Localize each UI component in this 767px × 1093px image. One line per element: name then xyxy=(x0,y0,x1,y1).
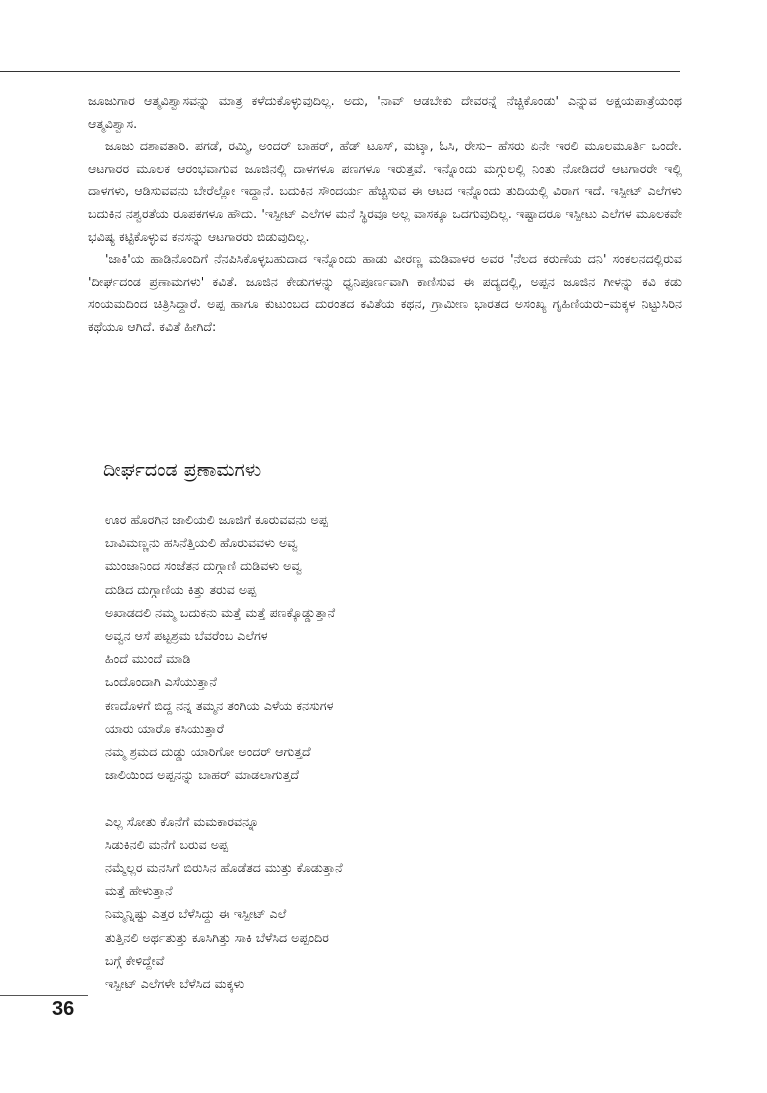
poem xyxy=(105,508,585,1018)
poem-line: ನಿಮ್ಮನ್ನಿಷ್ಟು ಎತ್ತರ ಬೆಳೆಸಿದ್ದು ಈ ಇಸ್ಪೀಟ್ ಎಲೆ xyxy=(105,906,287,922)
poem-line: ನಮ್ಮೆಲ್ಲರ ಮನಸಿಗೆ ಬಿರುಸಿನ ಹೊಡೆತದ ಮುತ್ತು ಕೊಡುತ್ತಾನೆ xyxy=(105,860,343,876)
poem-line: ತುತ್ತಿನಲಿ ಅರ್ಥತುತ್ತು ಕೂಸಿಗಿತ್ತು ಸಾಕಿ ಬೆಳೆಸಿದ ಅಪ್ಪಂದಿರ xyxy=(105,929,329,945)
header-rule xyxy=(0,71,680,72)
body-text xyxy=(88,90,682,339)
stanza xyxy=(105,810,585,996)
poem-line: ಯಾರು ಯಾರೊ ಕಸಿಯುತ್ತಾರೆ xyxy=(105,720,224,736)
paragraph: ಜೂಜು ದಶಾವತಾರಿ. ಪಗಡೆ, ರಮ್ಮಿ, ಅಂದರ್ ಬಾಹರ್, ಹೆಡ್ ಟೂಸ್, ಮಟ್ಕಾ, ಓಸಿ, ರೇಸು– ಹೆಸರು ಏನೇ ಇರಲಿ ಮೂಲಮೂರ್ತಿ ಒಂದೇ. ಆಟಗಾರರ ಮೂಲಕ ಆರಂಭವಾಗುವ ಜೂಜಿನಲ್ಲಿ ದಾಳಗಳೂ ಪಣಗಳೂ ಇರುತ್ತವೆ. ಇನ್ನೊಂದು ಮಗ್ಗುಲಲ್ಲಿ ನಿಂತು ನೋಡಿದರೆ ಆಟಗಾರರೇ ಇಲ್ಲಿ ದಾಳಗಳು, ಆಡಿಸುವವನು ಬೇರೆಲ್ಲೋ ಇದ್ದಾನೆ. ಬದುಕಿನ ಸೌಂದರ್ಯ ಹೆಚ್ಚಿಸುವ ಈ ಆಟದ ಇನ್ನೊಂದು ತುದಿಯಲ್ಲಿ ವಿರಾಗ ಇದೆ. ಇಸ್ಪೀಟ್ ಎಲೆಗಳು ಬದುಕಿನ ನಶ್ವರತೆಯ ರೂಪಕಗಳೂ ಹೌದು. 'ಇಸ್ಪೀಟ್ ಎಲೆಗಳ ಮನೆ ಸ್ಥಿರವೂ ಅಲ್ಲ ವಾಸಕ್ಕೂ ಒದಗುವುದಿಲ್ಲ. ಇಷ್ಟಾದರೂ ಇಸ್ಪೀಟು ಎಲೆಗಳ ಮೂಲಕವೇ ಭವಿಷ್ಯ ಕಟ್ಟಿಕೊಳ್ಳುವ ಕನಸನ್ನು ಆಟಗಾರರು ಬಿಡುವುದಿಲ್ಲ. xyxy=(88,138,682,244)
poem-line: ಒಂದೊಂದಾಗಿ ಎಸೆಯುತ್ತಾನೆ xyxy=(105,674,217,690)
poem-title: ದೀರ್ಘದಂಡ ಪ್ರಣಾಮಗಳು xyxy=(103,459,262,481)
stanza xyxy=(105,508,585,786)
poem-line: ಹಿಂದೆ ಮುಂದೆ ಮಾಡಿ xyxy=(105,651,191,667)
poem-line: ಅವ್ವನ ಆಸೆ ಪಟ್ಟಶ್ರಮ ಬೆವರೆಂಬ ಎಲೆಗಳ xyxy=(105,628,268,644)
paragraph: ಜೂಜುಗಾರ ಆತ್ಮವಿಶ್ವಾಸವನ್ನು ಮಾತ್ರ ಕಳೆದುಕೊಳ್ಳುವುದಿಲ್ಲ. ಅದು, 'ನಾವ್ ಆಡಬೇಕು ದೇವರನ್ನೆ ನೆಚ್ಚಿಕೊಂಡು' ಎನ್ನುವ ಅಕ್ಷಯಪಾತ್ರೆಯಂಥ ಆತ್ಮವಿಶ್ವಾಸ. xyxy=(88,93,682,131)
poem-line: ಜಾಲಿಯಿಂದ ಅಪ್ಪನನ್ನು ಬಾಹರ್ ಮಾಡಲಾಗುತ್ತದೆ xyxy=(105,767,300,783)
page-number: 36 xyxy=(52,998,75,1020)
poem-line: ಬಾವಿಮಣ್ಣನು ಹಸಿನೆತ್ತಿಯಲಿ ಹೊರುವವಳು ಅವ್ವ xyxy=(105,535,298,551)
poem-line: ಸಿಡುಕಿನಲಿ ಮನೆಗೆ ಬರುವ ಅಪ್ಪ xyxy=(105,836,229,852)
poem-line: ಮತ್ತೆ ಹೇಳುತ್ತಾನೆ xyxy=(105,883,173,899)
footer-rule xyxy=(0,995,88,996)
poem-line: ಎಲ್ಲ ಸೋತು ಕೊನೆಗೆ ಮಮಕಾರವನ್ನೂ xyxy=(105,813,259,829)
paragraph: 'ಜಾಕಿ'ಯ ಹಾಡಿನೊಂದಿಗೆ ನೆನಪಿಸಿಕೊಳ್ಳಬಹುದಾದ ಇನ್ನೊಂದು ಹಾಡು ವೀರಣ್ಣ ಮಡಿವಾಳರ ಅವರ 'ನೆಲದ ಕರುಣೆಯ ದನಿ' ಸಂಕಲನದಲ್ಲಿರುವ 'ದೀರ್ಘದಂಡ ಪ್ರಣಾಮಗಳು' ಕವಿತೆ. ಜೂಜಿನ ಕೇಡುಗಳನ್ನು ಧ್ವನಿಪೂರ್ಣವಾಗಿ ಕಾಣಿಸುವ ಈ ಪದ್ಯದಲ್ಲಿ, ಅಪ್ಪನ ಜೂಜಿನ ಗೀಳನ್ನು ಕವಿ ಕಡು ಸಂಯಮದಿಂದ ಚಿತ್ರಿಸಿದ್ದಾರೆ. ಅಪ್ಪ ಹಾಗೂ ಕುಟುಂಬದ ದುರಂತದ ಕವಿತೆಯ ಕಥನ, ಗ್ರಾಮೀಣ ಭಾರತದ ಅಸಂಖ್ಯ ಗೃಹಿಣಿಯರು–ಮಕ್ಕಳ ನಿಟ್ಟುಸಿರಿನ ಕಥೆಯೂ ಆಗಿದೆ. ಕವಿತೆ ಹೀಗಿದೆ: xyxy=(88,251,682,334)
poem-line: ಮುಂಜಾನಿಂದ ಸಂಜೆತನ ದುಗ್ಗಾಣಿ ದುಡಿವಳು ಅವ್ವ xyxy=(105,558,302,574)
poem-line: ಇಸ್ಪೀಟ್ ಎಲೆಗಳೇ ಬೆಳೆಸಿದ ಮಕ್ಕಳು xyxy=(105,976,245,992)
poem-line: ಅಖಾಡದಲಿ ನಮ್ಮ ಬದುಕನು ಮತ್ತೆ ಮತ್ತೆ ಪಣಕ್ಕೊಡ್ಡುತ್ತಾನೆ xyxy=(105,604,336,620)
poem-line: ಊರ ಹೊರಗಿನ ಜಾಲಿಯಲಿ ಜೂಜಿಗೆ ಕೂರುವವನು ಅಪ್ಪ xyxy=(105,512,328,527)
poem-line: ದುಡಿದ ದುಗ್ಗಾಣಿಯ ಕಿತ್ತು ತರುವ ಅಪ್ಪ xyxy=(105,581,257,597)
poem-line: ಬಗ್ಗೆ ಕೇಳಿದ್ದೇವೆ xyxy=(105,952,165,968)
poem-line: ಕಣದೊಳಗೆ ಬಿದ್ದ ನನ್ನ ತಮ್ಮನ ತಂಗಿಯ ಎಳೆಯ ಕನಸುಗಳ xyxy=(105,697,334,713)
poem-line: ನಮ್ಮ ಶ್ರಮದ ದುಡ್ಡು ಯಾರಿಗೋ ಅಂದರ್ ಆಗುತ್ತದೆ xyxy=(105,744,311,760)
